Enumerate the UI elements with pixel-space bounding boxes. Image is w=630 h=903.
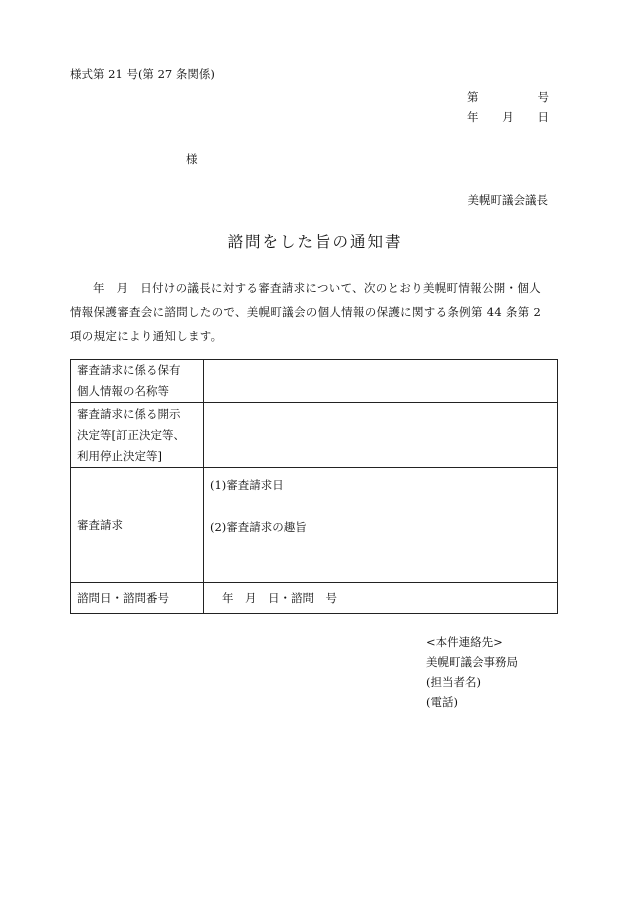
table-value-inquiry: 年 月 日・諮問 号	[204, 583, 558, 614]
document-title: 諮問をした旨の通知書	[227, 233, 403, 251]
document-number-line	[467, 90, 549, 104]
table-row	[71, 403, 558, 468]
review-request-date: (1)審査請求日	[210, 478, 284, 492]
review-info-table	[70, 359, 558, 614]
table-row	[71, 468, 558, 583]
document-date-year: 年	[467, 110, 479, 124]
contact-office: 美幌町議会事務局	[426, 655, 518, 669]
form-number: 様式第 21 号(第 27 条関係)	[70, 67, 215, 81]
table-row	[71, 360, 558, 403]
contact-heading: <本件連絡先>	[426, 635, 503, 649]
table-value-decision	[204, 403, 558, 468]
table-value-held-info	[204, 360, 558, 403]
table-label-review-request: 審査請求	[71, 468, 204, 583]
table-value-review-request	[204, 468, 558, 583]
document-date-day: 日	[537, 110, 549, 124]
addressee: 様	[186, 152, 198, 166]
document-date-line	[467, 110, 549, 124]
contact-block	[426, 632, 518, 712]
contact-phone: (電話)	[426, 695, 458, 709]
document-number-prefix: 第	[467, 90, 479, 104]
document-date-month: 月	[502, 110, 514, 124]
body-date-blank: 年 月 日付けの	[93, 281, 188, 295]
table-label-decision: 審査請求に係る開示 決定等[訂正決定等、 利用停止決定等]	[71, 403, 204, 468]
sender: 美幌町議会議長	[467, 193, 548, 207]
review-request-purpose: (2)審査請求の趣旨	[210, 520, 307, 534]
body-paragraph: 議長に対する審査請求について、次のとおり美幌町情報公開・個人情報保護審査会に諮問したので、美幌町議会の個人情報の保護に関する条例第 44 条第 2 項の規定により通知します。	[70, 281, 542, 343]
table-row	[71, 583, 558, 614]
table-label-inquiry: 諮問日・諮問番号	[71, 583, 204, 614]
body-text	[70, 276, 552, 348]
document-number-suffix: 号	[537, 90, 549, 104]
table-label-held-info: 審査請求に係る保有 個人情報の名称等	[71, 360, 204, 403]
contact-person: (担当者名)	[426, 675, 481, 689]
